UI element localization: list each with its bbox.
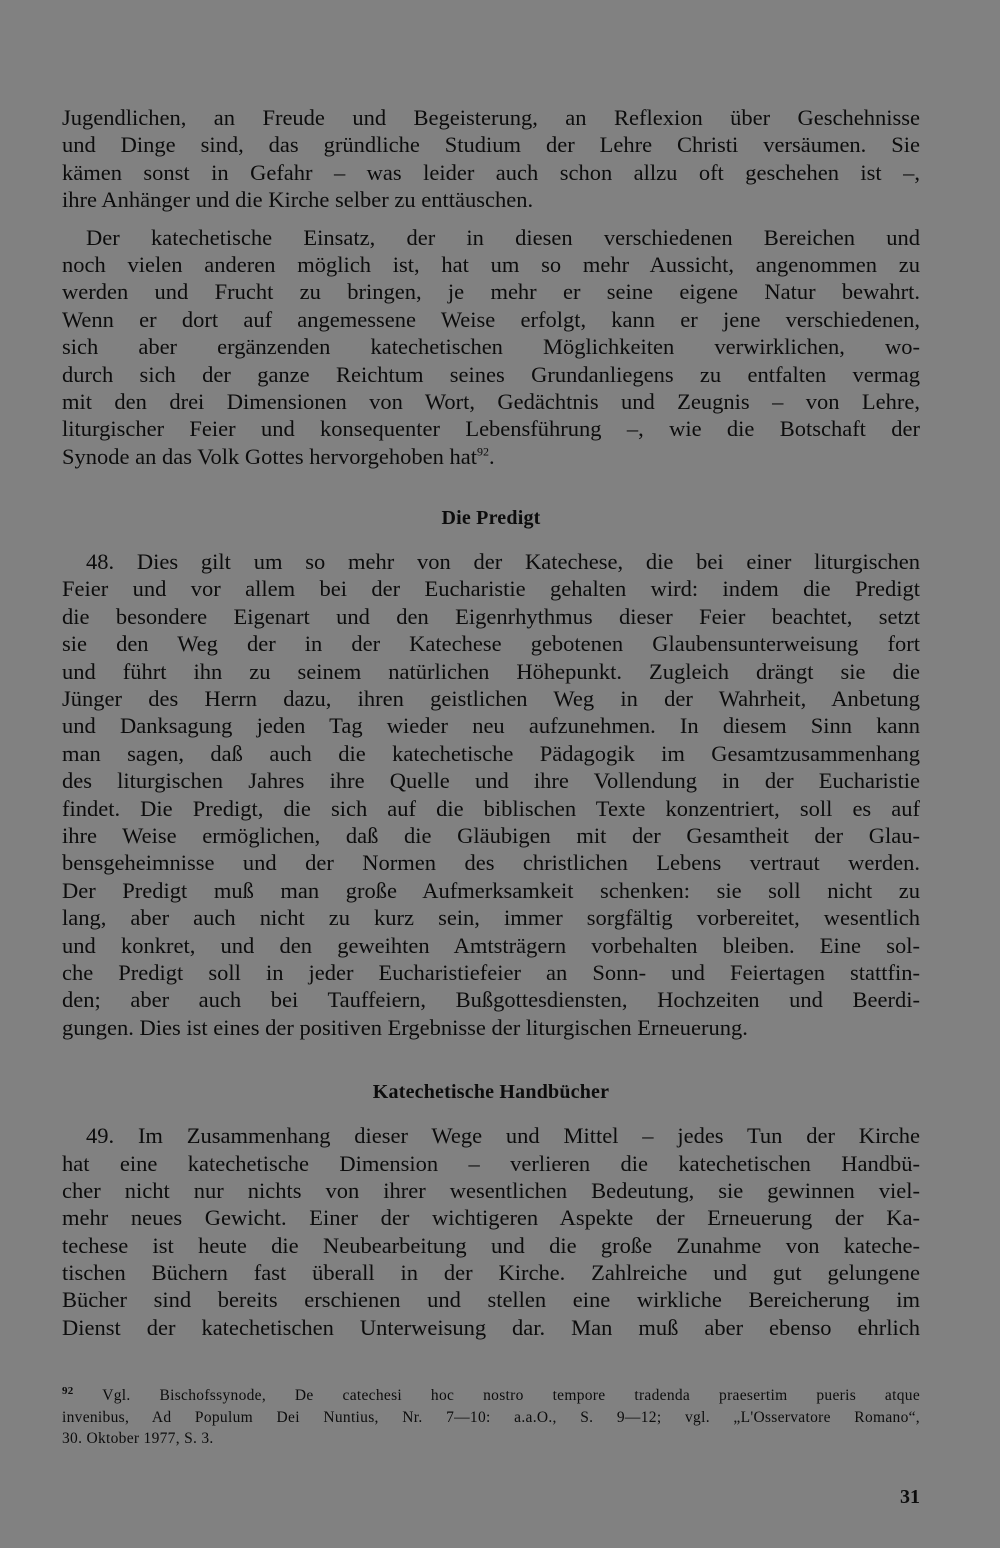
text-line: cher nicht nur nichts von ihrer wesentlichen Bedeutung, sie gewinnen viel- (62, 1177, 920, 1203)
footnote-marker: 92 (62, 1384, 74, 1397)
text-line: man sagen, daß auch die katechetische Pädagogik im Gesamtzusammenhang (62, 740, 920, 766)
paragraph-48 (62, 548, 920, 1041)
text-line: hat eine katechetische Dimension – verlieren die katechetischen Handbü- (62, 1150, 920, 1176)
text-line: gungen. Dies ist eines der positiven Ergebnisse der liturgischen Erneuerung. (62, 1014, 748, 1040)
paragraph-continuation (62, 104, 920, 214)
text-line: sie den Weg der in der Katechese gebotenen Glaubensunterweisung fort (62, 631, 920, 657)
text-fragment: . (488, 443, 495, 469)
text-line: Der katechetische Einsatz, der in diesen verschiedenen Bereichen und (86, 224, 920, 250)
text-line: den; aber auch bei Tauffeiern, Bußgottesdiensten, Hochzeiten und Beerdi- (62, 987, 920, 1013)
section-heading-handbuecher: Katechetische Handbücher (372, 1081, 610, 1104)
paragraph-katechetischer-einsatz (62, 224, 920, 471)
text-line: Dienst der katechetischen Unterweisung dar. Man muß aber ebenso ehrlich (62, 1314, 920, 1340)
text-line: ihre Weise ermöglichen, daß die Gläubigen mit der Gesamtheit der Glau- (62, 822, 920, 848)
text-line: kämen sonst in Gefahr – was leider auch schon allzu oft geschehen ist –, (62, 159, 920, 185)
text-line: durch sich der ganze Reichtum seines Grundanliegens zu entfalten vermag (62, 361, 920, 387)
text-line: Jugendlichen, an Freude und Begeisterung, an Reflexion über Geschehnisse (62, 105, 920, 130)
text-line: die besondere Eigenart und den Eigenrhythmus dieser Feier beachtet, setzt (62, 603, 920, 629)
footnote-line: invenibus, Ad Populum Dei Nuntius, Nr. 7—10: a.a.O., S. 9—12; vgl. „L'Osservatore Romano“, (62, 1408, 920, 1426)
text-line: bensgeheimnisse und der Normen des christlichen Lebens vertraut werden. (62, 850, 920, 876)
text-line: werden und Frucht zu bringen, je mehr er seine eigene Natur bewahrt. (62, 279, 920, 305)
text-line (62, 443, 920, 470)
footnote-block (62, 1385, 920, 1450)
text-line: ihre Anhänger und die Kirche selber zu enttäuschen. (62, 187, 534, 213)
text-line: techese ist heute die Neubearbeitung und die große Zunahme von kateche- (62, 1232, 920, 1258)
text-line: und konkret, und den geweihten Amtsträgern vorbehalten bleiben. Eine sol- (62, 932, 920, 958)
text-line: findet. Die Predigt, die sich auf die biblischen Texte konzentriert, soll es auf (62, 795, 920, 821)
page-number: 31 (900, 1486, 920, 1508)
footnote-reference: 92 (476, 444, 489, 459)
footnote-line: 30. Oktober 1977, S. 3. (62, 1430, 214, 1447)
text-line: Wenn er dort auf angemessene Weise erfolgt, kann er jene verschiedenen, (62, 306, 920, 332)
text-line: sich aber ergänzenden katechetischen Möglichkeiten verwirklichen, wo- (62, 334, 920, 360)
paragraph-49 (62, 1122, 920, 1341)
text-fragment: Synode an das Volk Gottes hervorgehoben hat (62, 443, 477, 469)
text-line: mehr neues Gewicht. Einer der wichtigeren Aspekte der Erneuerung der Ka- (62, 1205, 920, 1231)
text-line: che Predigt soll in jeder Eucharistiefeier an Sonn- und Feiertagen stattfin- (62, 959, 920, 985)
text-line: und führt ihn zu seinem natürlichen Höhepunkt. Zugleich drängt sie die (62, 658, 920, 684)
text-line: noch vielen anderen möglich ist, hat um so mehr Aussicht, angenommen zu (62, 251, 920, 277)
text-line: des liturgischen Jahres ihre Quelle und ihre Vollendung in der Eucharistie (62, 768, 920, 794)
text-line: und Dinge sind, das gründliche Studium der Lehre Christi versäumen. Sie (62, 132, 920, 158)
footnote-text: Vgl. Bischofssynode, De catechesi hoc nostro tempore tradenda praesertim pueris atque (102, 1387, 920, 1404)
footnote-line (62, 1385, 920, 1407)
text-line: Jünger des Herrn dazu, ihren geistlichen Weg in der Wahrheit, Anbetung (62, 686, 920, 712)
text-line: 49. Im Zusammenhang dieser Wege und Mittel – jedes Tun der Kirche (86, 1123, 920, 1149)
section-heading-predigt: Die Predigt (441, 507, 541, 530)
page-body (62, 104, 920, 1351)
text-line: liturgischer Feier und konsequenter Lebensführung –, wie die Botschaft der (62, 416, 920, 442)
text-line: tischen Büchern fast überall in der Kirche. Zahlreiche und gut gelungene (62, 1260, 920, 1286)
text-line: lang, aber auch nicht zu kurz sein, immer sorgfältig vorbereitet, wesentlich (62, 905, 920, 931)
text-line: Bücher sind bereits erschienen und stellen eine wirkliche Bereicherung im (62, 1287, 920, 1313)
text-line: Der Predigt muß man große Aufmerksamkeit schenken: sie soll nicht zu (62, 877, 920, 903)
text-line: und Danksagung jeden Tag wieder neu aufzunehmen. In diesem Sinn kann (62, 713, 920, 739)
text-line: 48. Dies gilt um so mehr von der Katechese, die bei einer liturgischen (86, 549, 920, 575)
text-line: mit den drei Dimensionen von Wort, Gedächtnis und Zeugnis – von Lehre, (62, 388, 920, 414)
text-line: Feier und vor allem bei der Eucharistie gehalten wird: indem die Predigt (62, 576, 920, 602)
